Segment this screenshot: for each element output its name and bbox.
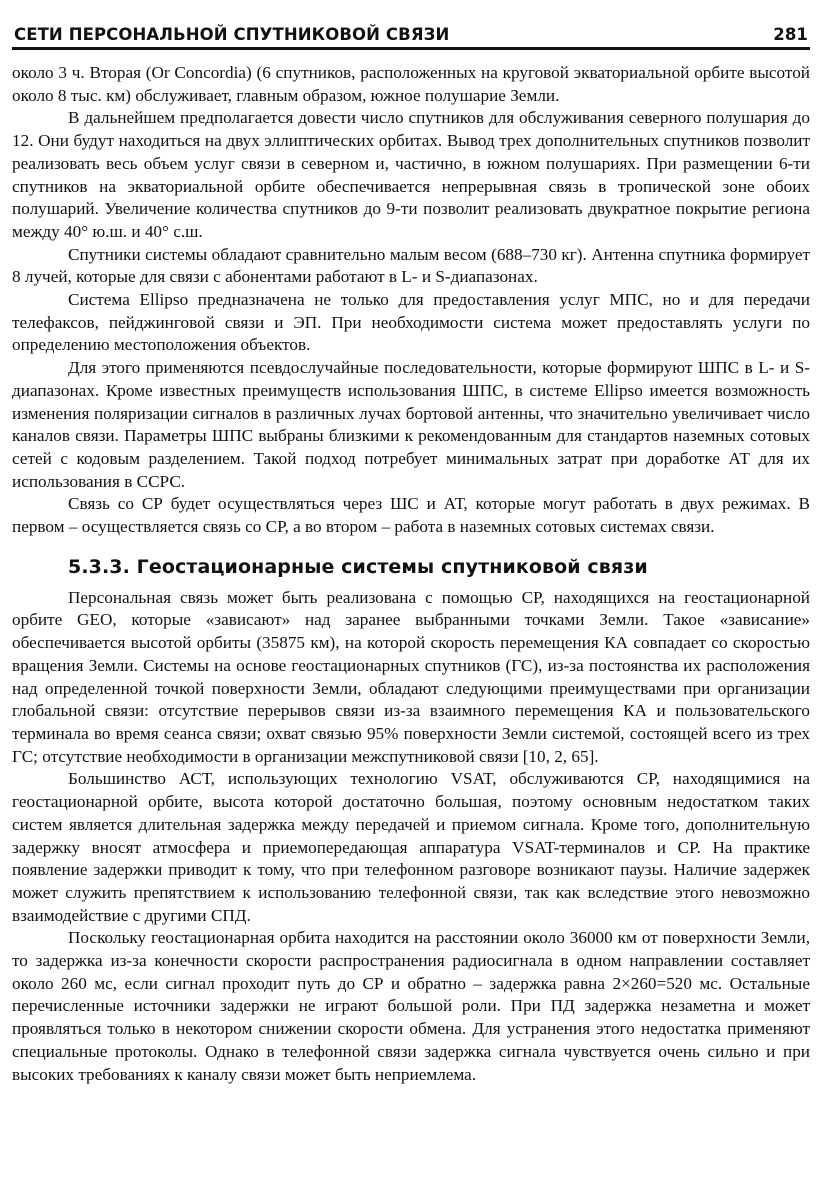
paragraph-continuation: около 3 ч. Вторая (Or Concordia) (6 спутников, расположенных на круговой экваториальной орбите высотой около 8 тыс. км) обслуживает, главным образом, южное полушарие Земли. bbox=[12, 63, 810, 105]
paragraph: Поскольку геостационарная орбита находится на расстоянии около 36000 км от поверхности Земли, то задержка из-за конечности скорости распространения радиосигнала в одном направлении составляет около 260 мс, если сигнал проходит путь до СР и обратно – задержка равна 2×260=520 мс. Остальные перечисленные источники задержки не играют большой роли. При ПД задержка незаметна и может проявляться только в некотором снижении скорости обмена. Для устранения этого недостатка применяют специальные протоколы. Однако в телефонной связи задержка сигнала чувствуется очень сильно и при высоких требованиях к каналу связи может быть неприемлема. bbox=[12, 928, 810, 1084]
paragraph: Спутники системы обладают сравнительно малым весом (688–730 кг). Антенна спутника формирует 8 лучей, которые для связи с абонентами работают в L- и S-диапазонах. bbox=[12, 244, 810, 287]
section-heading: 5.3.3. Геостационарные системы спутниковой связи bbox=[68, 555, 648, 578]
page-number: 281 bbox=[773, 25, 808, 44]
paragraph: Персональная связь может быть реализована с помощью СР, находящихся на геостационарной орбите GEO, которые «зависают» над заранее выбранными точками Земли. Такое «зависание» обеспечивается высотой орбиты (35875 км), на которой скорость перемещения КА совпадает со скоростью вращения Земли. Системы на основе геостационарных спутников (ГС), из-за постоянства их расположения над определенной точкой поверхности Земли, обладают следующими преимуществами при организации глобальной связи: отсутствие перерывов связи из-за взаимного перемещения КА и пользовательского терминала во время сеанса связи; охват связью 95% поверхности Земли системой, состоящей всего из трех ГС; отсутствие необходимости в организации межспутниковой связи [10, 2, 65]. bbox=[12, 587, 810, 766]
paragraph: В дальнейшем предполагается довести число спутников для обслуживания северного полушария до 12. Они будут находиться на двух эллиптических орбитах. Вывод трех дополнительных спутников позволит реализовать весь объем услуг связи в северном и, частично, в южном полушариях. При размещении 6-ти спутников на экваториальной орбите обеспечивается непрерывная связь в тропической зоне обоих полушарий. Увеличение количества спутников до 9-ти позволит реализовать двукратное покрытие региона между 40° ю.ш. и 40° с.ш. bbox=[12, 108, 810, 241]
paragraph: Для этого применяются псевдослучайные последовательности, которые формируют ШПС в L- и S-диапазонах. Кроме известных преимуществ использования ШПС, в системе Ellipso имеется возможность изменения поляризации сигналов в различных лучах бортовой антенны, что значительно увеличивает число каналов связи. Параметры ШПС выбраны близкими к рекомендованным для стандартов наземных сотовых сетей с кодовым разделением. Такой подход потребует минимальных затрат при доработке АТ для их использования в ССРС. bbox=[12, 358, 810, 491]
paragraph: Система Ellipso предназначена не только для предоставления услуг МПС, но и для передачи телефаксов, пейджинговой связи и ЭП. При необходимости система может предоставлять услуги по определению местоположения объектов. bbox=[12, 290, 810, 355]
running-header bbox=[12, 14, 810, 50]
body-text bbox=[12, 62, 810, 1086]
running-title: СЕТИ ПЕРСОНАЛЬНОЙ СПУТНИКОВОЙ СВЯЗИ bbox=[14, 25, 450, 44]
paragraph: Связь со СР будет осуществляться через ШС и АТ, которые могут работать в двух режимах. В первом – осуществляется связь со СР, а во втором – работа в наземных сотовых системах связи. bbox=[12, 494, 810, 537]
paragraph: Большинство АСТ, использующих технологию VSAT, обслуживаются СР, находящимися на геостационарной орбите, высота которой достаточно большая, поэтому основным недостатком таких систем является длительная задержка между передачей и приемом сигнала. Кроме того, дополнительную задержку вносят атмосфера и приемопередающая аппаратура VSAT-терминалов и СР. На практике появление задержки приводит к тому, что при телефонном разговоре возникают паузы. Наличие задержек может служить препятствием к использованию телефонной связи, так как вследствие этого невозможно взаимодействие с другими СПД. bbox=[12, 769, 810, 925]
